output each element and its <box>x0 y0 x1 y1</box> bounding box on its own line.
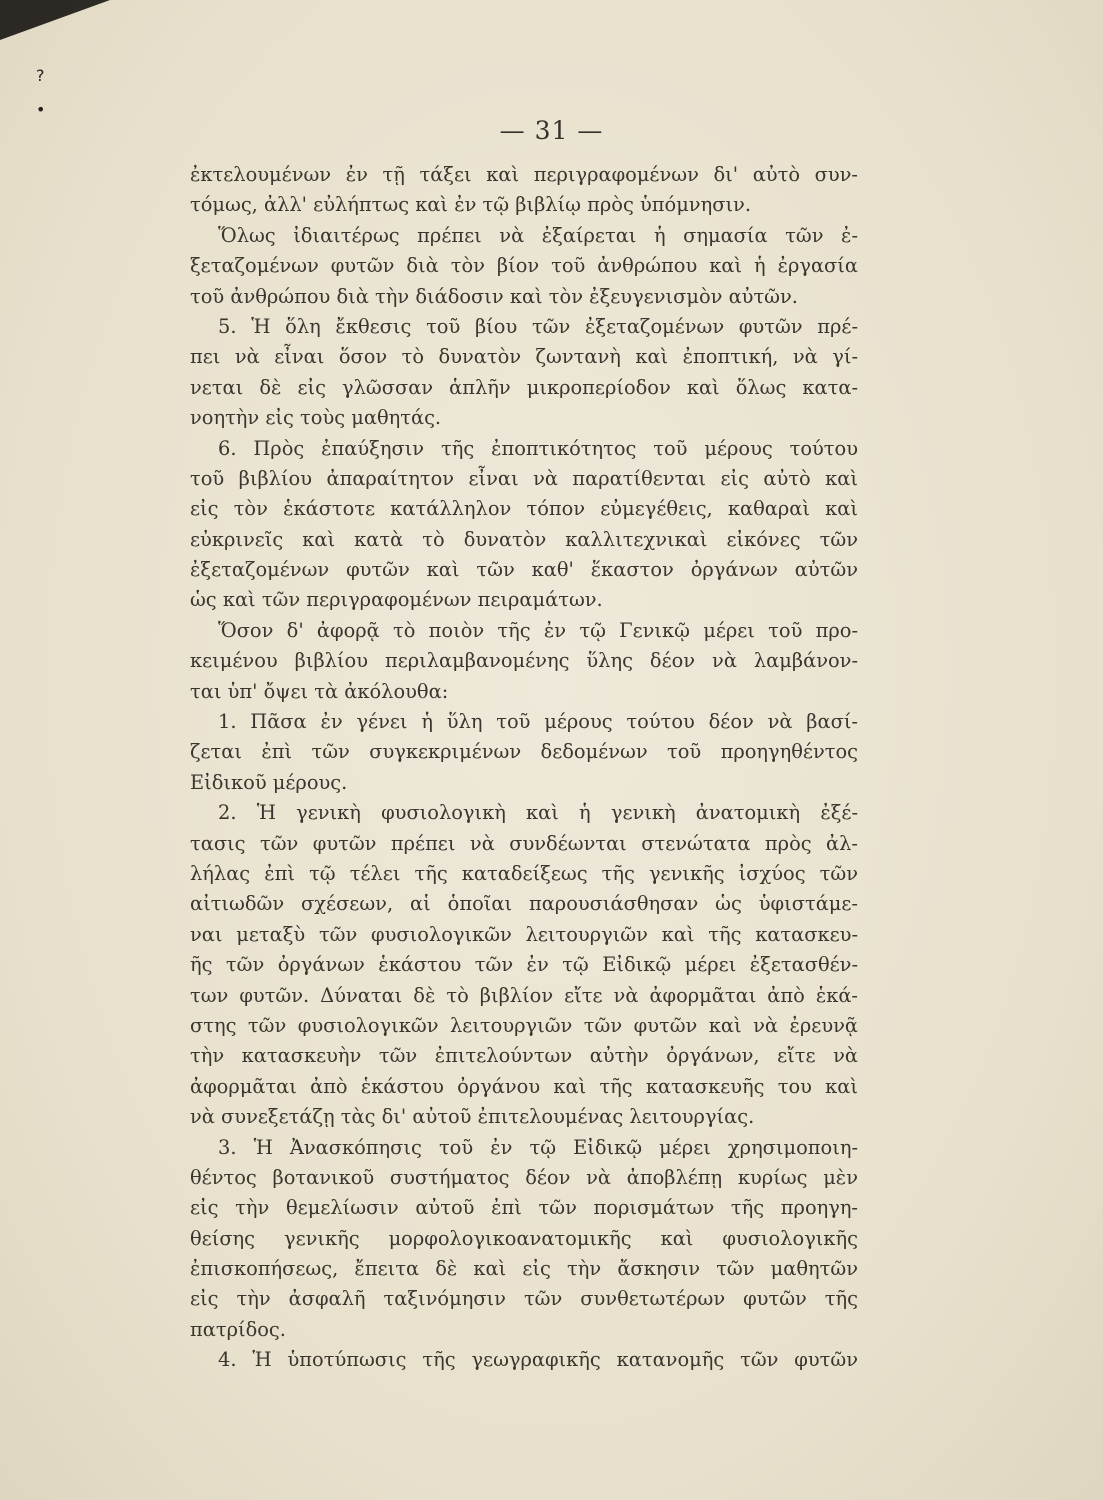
text-line: Εἰδικοῦ μέρους. <box>190 770 348 794</box>
text-line: 2. Ἡ γενικὴ φυσιολογικὴ καὶ ἡ γενικὴ ἀνατομικὴ ἐξέ- <box>218 801 858 825</box>
scan-corner-shadow <box>0 0 110 40</box>
text-line: των φυτῶν. Δύναται δὲ τὸ βιβλίον εἴτε νὰ ἀφορμᾶται ἀπὸ ἑκά- <box>190 983 858 1007</box>
text-line: ζεται ἐπὶ τῶν συγκεκριμένων δεδομένων τοῦ προηγηθέντος <box>190 740 858 764</box>
text-line: ὡς καὶ τῶν περιγραφομένων πειραμάτων. <box>190 588 603 612</box>
text-line: κειμένου βιβλίου περιλαμβανομένης ὕλης δέον νὰ λαμβάνον- <box>190 649 858 673</box>
text-line: τόμως, ἀλλ' εὐλήπτως καὶ ἐν τῷ βιβλίῳ πρὸς ὑπόμνησιν. <box>190 193 751 217</box>
text-line: 1. Πᾶσα ἐν γένει ἡ ὕλη τοῦ μέρους τούτου δέον νὰ βασί- <box>218 710 858 734</box>
text-line: αἰτιωδῶν σχέσεων, αἱ ὁποῖαι παρουσιάσθησαν ὡς ὑφιστάμε- <box>190 892 858 916</box>
text-line: λήλας ἐπὶ τῷ τέλει τῆς καταδείξεως τῆς γενικῆς ἰσχύος τῶν <box>190 861 858 885</box>
text-line: τοῦ ἀνθρώπου διὰ τὴν διάδοσιν καὶ τὸν ἐξευγενισμὸν αὐτῶν. <box>190 284 798 308</box>
text-line: πει νὰ εἶναι ὅσον τὸ δυνατὸν ζωντανὴ καὶ ἐποπτική, νὰ γί- <box>190 345 858 369</box>
text-line: εὐκρινεῖς καὶ κατὰ τὸ δυνατὸν καλλιτεχνικαὶ εἰκόνες τῶν <box>190 527 858 551</box>
text-line: θείσης γενικῆς μορφολογικοανατομικῆς καὶ φυσιολογικῆς <box>190 1226 858 1250</box>
text-line: εἰς τὸν ἑκάστοτε κατάλληλον τόπον εὐμεγέθεις, καθαραὶ καὶ <box>190 497 858 521</box>
text-line: πατρίδος. <box>190 1317 286 1341</box>
text-line: 4. Ἡ ὑποτύπωσις τῆς γεωγραφικῆς κατανομῆς τῶν φυτῶν <box>218 1348 858 1372</box>
text-line: ἐκτελουμένων ἐν τῇ τάξει καὶ περιγραφομένων δι' αὐτὸ συν- <box>190 163 858 186</box>
text-line: θέντος βοτανικοῦ συστήματος δέον νὰ ἀποβλέπῃ κυρίως μὲν <box>190 1165 858 1189</box>
text-line: Ὅσον δ' ἀφορᾷ τὸ ποιὸν τῆς ἐν τῷ Γενικῷ μέρει τοῦ προ- <box>218 618 858 642</box>
text-line: 6. Πρὸς ἐπαύξησιν τῆς ἐποπτικότητος τοῦ μέρους τούτου <box>218 436 858 460</box>
text-line: εἰς τὴν ἀσφαλῆ ταξινόμησιν τῶν συνθετωτέρων φυτῶν τῆς <box>190 1287 858 1311</box>
edge-mark-dot: • <box>36 100 46 119</box>
text-line: 3. Ἡ Ἀνασκόπησις τοῦ ἐν τῷ Εἰδικῷ μέρει χρησιμοποιη- <box>218 1135 858 1159</box>
text-line: 5. Ἡ ὅλη ἔκθεσις τοῦ βίου τῶν ἐξεταζομένων φυτῶν πρέ- <box>218 314 858 338</box>
text-line: ται ὑπ' ὄψει τὰ ἀκόλουθα: <box>190 679 449 703</box>
text-line: νοητὴν εἰς τοὺς μαθητάς. <box>190 406 442 430</box>
text-line: τὴν κατασκευὴν τῶν ἐπιτελούντων αὐτὴν ὀργάνων, εἴτε νὰ <box>190 1044 858 1068</box>
text-line: τοῦ βιβλίου ἀπαραίτητον εἶναι νὰ παρατίθενται εἰς αὐτὸ καὶ <box>190 466 858 490</box>
text-line: ἐπισκοπήσεως, ἔπειτα δὲ καὶ εἰς τὴν ἄσκησιν τῶν μαθητῶν <box>190 1257 858 1281</box>
edge-mark-question: ? <box>36 66 45 85</box>
text-line: τασις τῶν φυτῶν πρέπει νὰ συνδέωνται στενώτατα πρὸς ἀλ- <box>190 831 858 855</box>
text-line: νὰ συνεξετάζῃ τὰς δι' αὐτοῦ ἐπιτελουμένας λειτουργίας. <box>190 1105 755 1129</box>
text-line: στης τῶν φυσιολογικῶν λειτουργιῶν τῶν φυτῶν καὶ νὰ ἐρευνᾷ <box>190 1013 858 1037</box>
text-line: εἰς τὴν θεμελίωσιν αὐτοῦ ἐπὶ τῶν πορισμάτων τῆς προηγη- <box>190 1196 858 1220</box>
page-number: — 31 — <box>499 116 604 145</box>
text-line: ξεταζομένων φυτῶν διὰ τὸν βίον τοῦ ἀνθρώπου καὶ ἡ ἐργασία <box>190 254 858 278</box>
text-line: νεται δὲ εἰς γλῶσσαν ἁπλῆν μικροπερίοδον καὶ ὅλως κατα- <box>190 375 858 399</box>
text-line: ἐξεταζομένων φυτῶν καὶ τῶν καθ' ἕκαστον ὀργάνων αὐτῶν <box>190 558 858 582</box>
text-line: Ὅλως ἰδιαιτέρως πρέπει νὰ ἐξαίρεται ἡ σημασία τῶν ἐ- <box>218 223 858 247</box>
text-line: ῆς τῶν ὀργάνων ἑκάστου τῶν ἐν τῷ Εἰδικῷ μέρει ἐξετασθέν- <box>190 953 858 977</box>
body-text <box>190 160 858 1376</box>
text-line: ἀφορμᾶται ἀπὸ ἑκάστου ὀργάνου καὶ τῆς κατασκευῆς του καὶ <box>190 1074 858 1098</box>
text-line: ναι μεταξὺ τῶν φυσιολογικῶν λειτουργιῶν καὶ τῆς κατασκευ- <box>190 922 858 946</box>
